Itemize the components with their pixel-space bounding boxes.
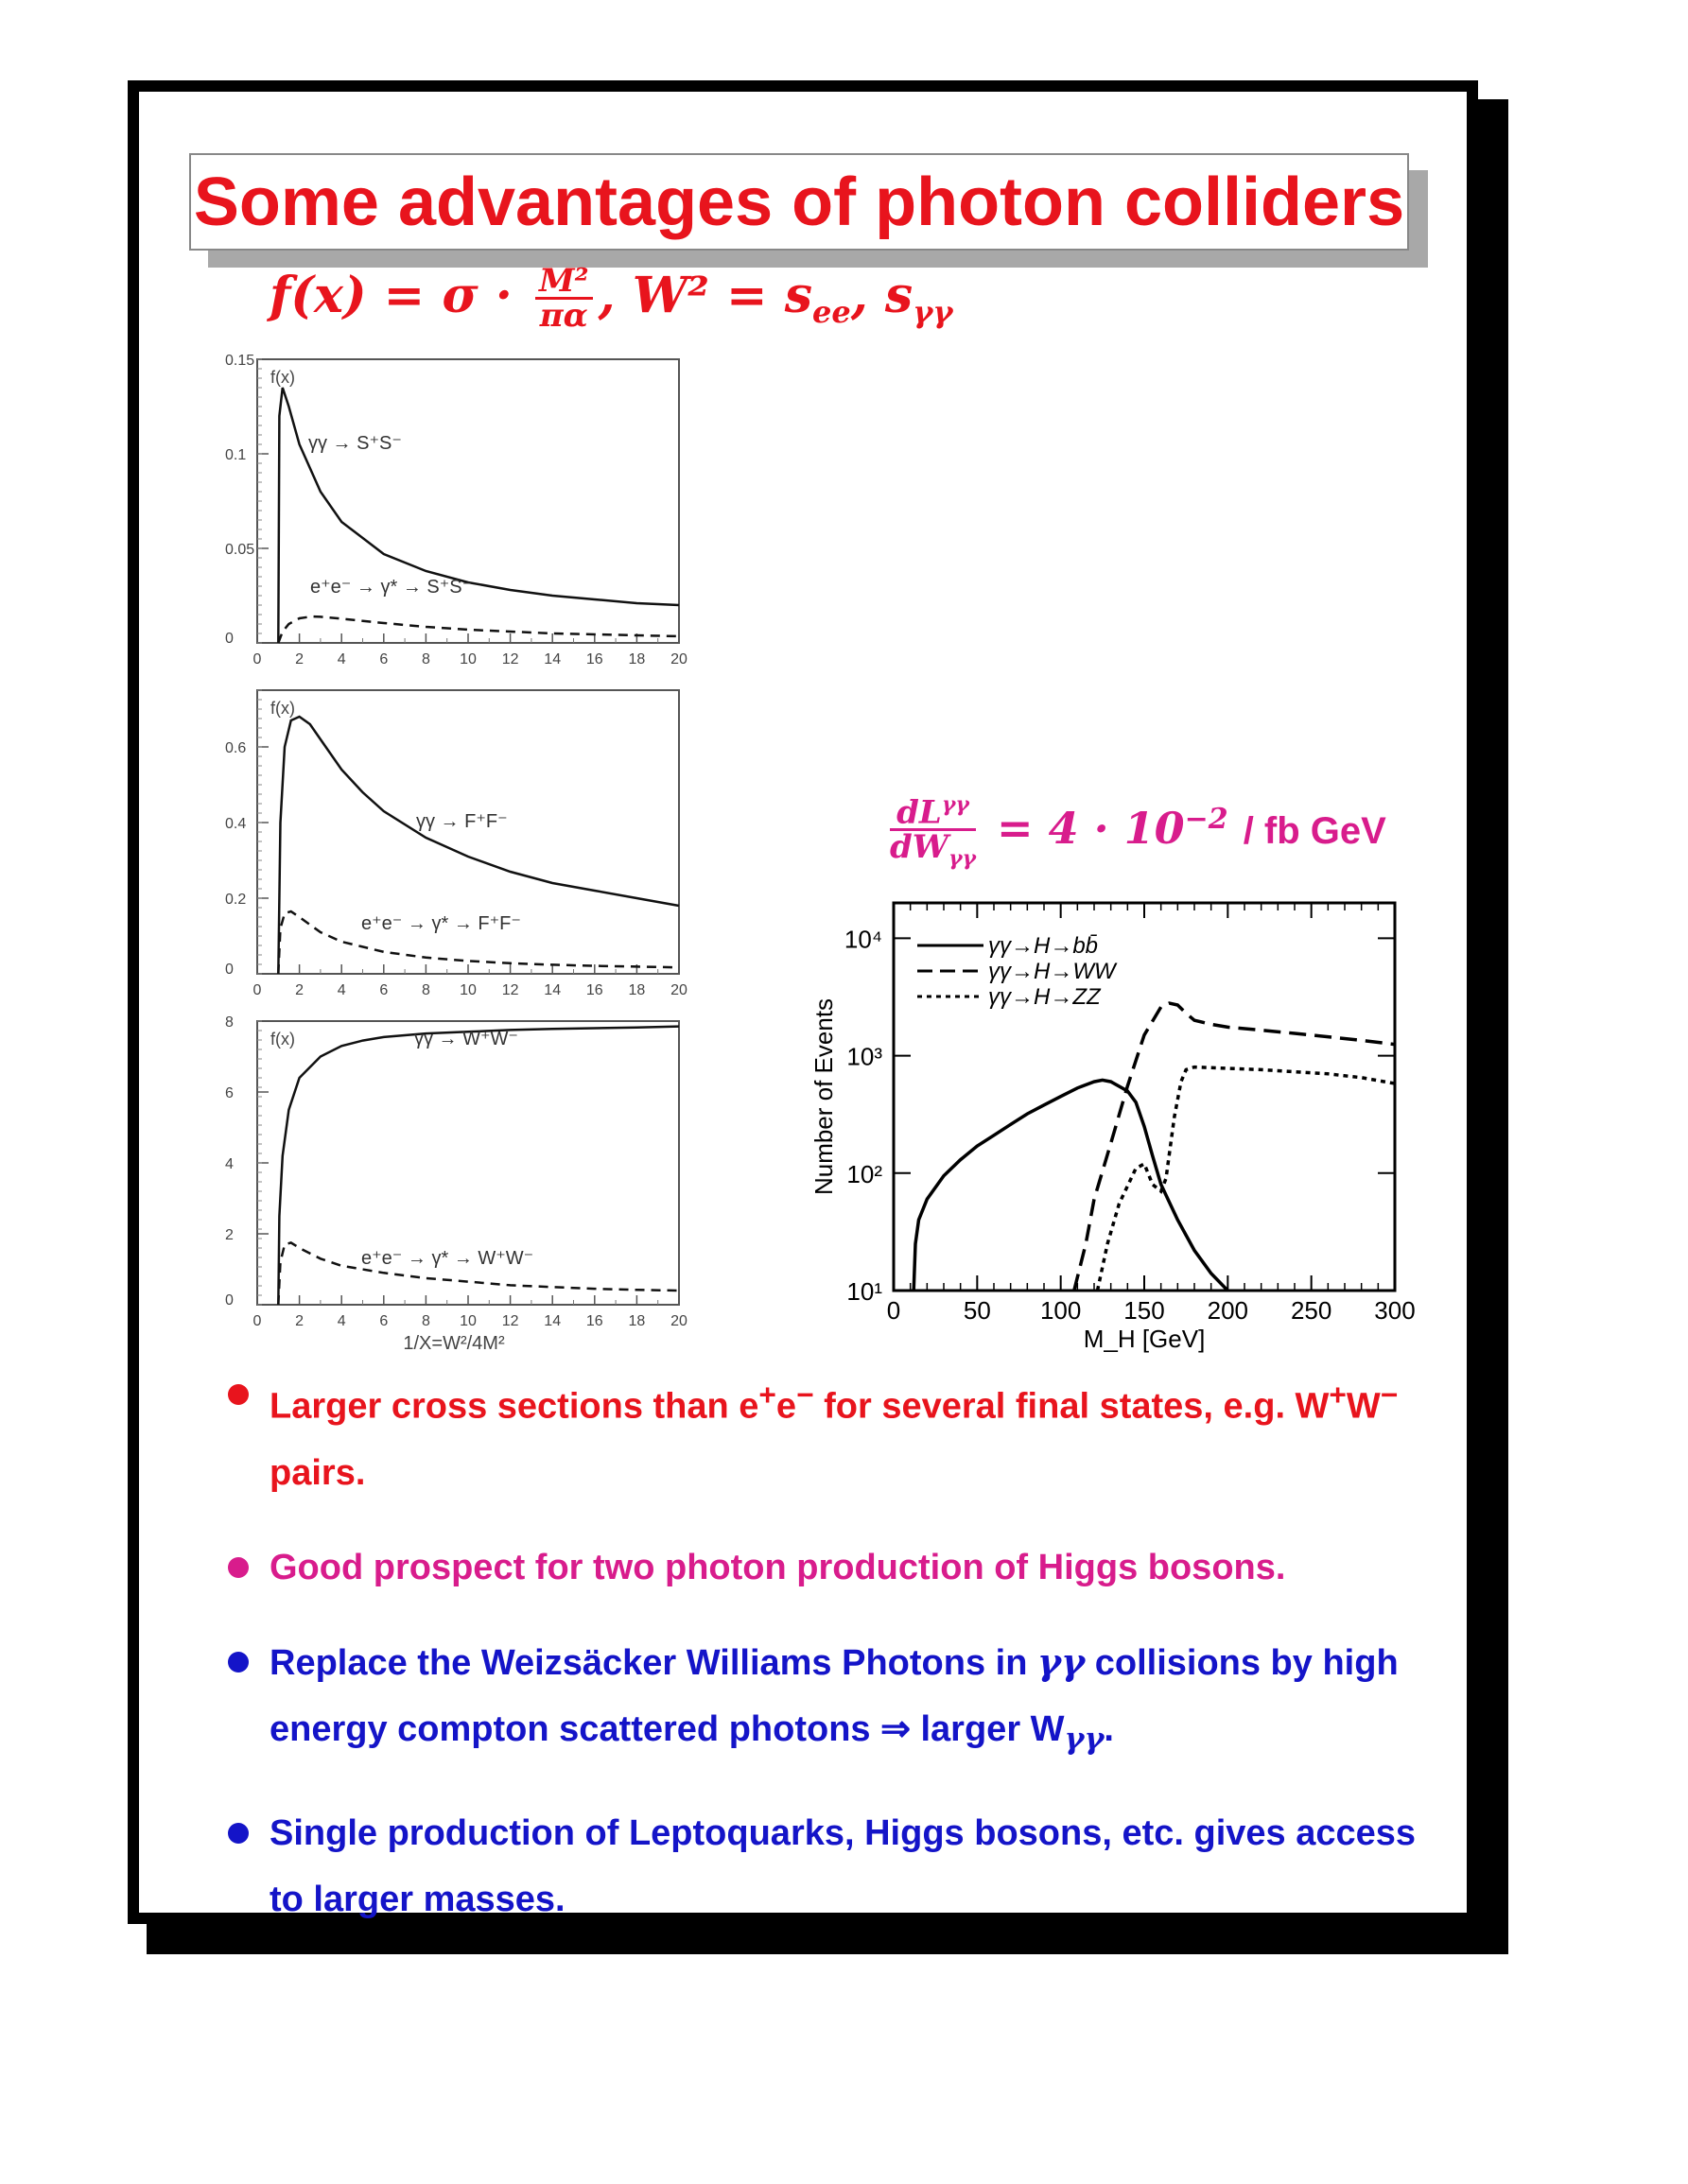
p1-xtick-label: 12 [501,651,519,667]
plot2-dashed-label: e⁺e⁻ → γ* → F⁺F⁻ [361,913,521,934]
eq1-lhs: f(x) = σ · [270,266,513,324]
p1-xtick-label: 4 [337,651,346,667]
p3-xtick-label: 10 [460,1313,477,1329]
p1-series-ee [278,616,679,643]
eq1-sub2: γγ [913,294,953,331]
higgs-xtick-label: 250 [1290,1296,1332,1325]
p2-ytick-label: 0.2 [225,892,247,908]
bullet-higgs-prospect: Good prospect for two photon production of Higgs bosons. [222,1534,1452,1601]
bullet-cross-sections: Larger cross sections than e+e− for several final states, e.g. W+W− pairs. [222,1361,1452,1506]
p2-xtick-label: 0 [252,982,262,998]
bullet-dot [228,1557,249,1578]
higgs-xtick-label: 0 [886,1296,901,1325]
p3-xtick-label: 18 [628,1313,646,1329]
p1-ytick-label: 0.1 [225,447,247,463]
plot3-dashed-label: e⁺e⁻ → γ* → W⁺W⁻ [361,1248,534,1269]
higgs-xtick-label: 150 [1123,1296,1165,1325]
plot3-solid-label: γγ → W⁺W⁻ [414,1029,518,1049]
higgs-ytick-label: 10⁴ [844,925,882,954]
p3-xtick-label: 6 [379,1313,389,1329]
eq1-den: πα [539,297,588,335]
eq2-exp: −2 [1184,802,1228,836]
legend-label-zz: γγ→H→ZZ [988,984,1101,1010]
eq2-num: dL [896,793,942,832]
p3-ytick-label: 2 [225,1227,234,1243]
p2-xtick-label: 6 [379,982,389,998]
higgs-xtick-label: 50 [963,1296,991,1325]
p3-xtick-label: 2 [295,1313,305,1329]
bullet-compton-photons: Replace the Weizsäcker Williams Photons in γγ collisions by high energy compton scattered photons ⇒ larger $W_{\gamma\gamma}$. [222,1629,1452,1773]
p3-ytick-label: 8 [225,1014,234,1031]
p2-ytick-label: 0 [225,962,234,978]
bullet-leptoquarks: Single production of Leptoquarks, Higgs bosons, etc. gives access to larger masses. [222,1800,1452,1933]
plot4-legend [917,933,1118,1010]
p1-xtick-label: 8 [421,651,430,667]
plot3-ylabel: f(x) [270,1030,295,1049]
plot2-marks [225,690,687,998]
p1-xtick-label: 14 [544,651,562,667]
plot2-ylabel: f(x) [270,699,295,718]
higgs-xtick-label: 300 [1374,1296,1416,1325]
plot3-marks [225,1014,687,1329]
eq2-rhs: = 4 · 10 [997,803,1185,855]
p2-xtick-label: 10 [460,982,477,998]
p3-xtick-label: 20 [670,1313,687,1329]
p3-ytick-label: 4 [225,1156,234,1172]
p1-ytick-label: 0.05 [225,542,255,558]
p1-xtick-label: 16 [585,651,603,667]
p2-xtick-label: 2 [295,982,305,998]
higgs-series-zz [1098,1067,1396,1291]
p3-xtick-label: 8 [421,1313,430,1329]
plot1-solid-label: γγ → S⁺S⁻ [308,433,402,454]
bullet-dot [228,1384,249,1405]
eq1-rhs: , W² = s [598,266,812,324]
bullet-dot [228,1652,249,1673]
higgs-xtick-label: 100 [1039,1296,1082,1325]
p3-ytick-label: 0 [225,1292,234,1309]
higgs-ytick-label: 10² [846,1159,882,1188]
eq1-sep: , s [850,266,914,324]
higgs-ytick-label: 10³ [846,1042,882,1071]
p2-xtick-label: 20 [670,982,687,998]
plot1-marks [225,353,687,667]
p1-xtick-label: 18 [628,651,646,667]
plot4-ylabel: Number of Events [809,997,838,1196]
p1-ytick-label: 0 [225,631,234,647]
p1-xtick-label: 2 [295,651,305,667]
bullet-dot [228,1823,249,1844]
eq2-fraction [890,794,976,870]
p2-xtick-label: 12 [501,982,519,998]
eq2-num-sup: γγ [941,792,969,817]
eq1-sub1: ee [811,294,851,331]
higgs-ytick-label: 10¹ [846,1277,882,1306]
p1-xtick-label: 10 [460,651,477,667]
p2-ytick-label: 0.4 [225,816,247,832]
p3-xtick-label: 16 [585,1313,603,1329]
p2-xtick-label: 18 [628,982,646,998]
eq2-den-sub: γγ [948,846,977,872]
chart-fermion-pairs [180,676,700,997]
plot4-marks [844,903,1416,1325]
p1-xtick-label: 0 [252,651,262,667]
eq1-num: M² [535,265,593,300]
legend-label-bb: γγ→H→bb̄ [988,933,1099,959]
plot1-ylabel: f(x) [270,368,295,387]
legend-label-ww: γγ→H→WW [988,959,1116,984]
chart-higgs-events [809,893,1423,1366]
p2-xtick-label: 16 [585,982,603,998]
p1-xtick-label: 6 [379,651,389,667]
p3-xtick-label: 4 [337,1313,346,1329]
p1-series-gammagamma [278,388,679,643]
title-box [189,153,1409,251]
chart-w-pairs [180,1007,700,1366]
p1-xtick-label: 20 [670,651,687,667]
p3-xtick-label: 12 [501,1313,519,1329]
eq1-fraction [535,262,593,335]
eq2-den: dW [890,828,948,867]
page-title: Some advantages of photon colliders [193,164,1405,240]
p1-ytick-label: 0.15 [225,353,255,369]
plot1-dashed-label: e⁺e⁻ → γ* → S⁺S⁻ [310,577,473,598]
equation-fx [270,262,953,335]
eq2-unit: / fb GeV [1243,810,1386,853]
p2-xtick-label: 14 [544,982,562,998]
chart-scalar-pairs [180,345,700,667]
plot3-xlabel: 1/X=W²/4M² [403,1333,505,1354]
p3-xtick-label: 14 [544,1313,562,1329]
higgs-series-bb [914,1080,1227,1291]
p2-series-gammagamma [278,717,679,974]
equation-luminosity [884,794,1386,870]
p2-xtick-label: 8 [421,982,430,998]
plot4-xlabel: M_H [GeV] [1083,1325,1206,1353]
higgs-series-ww [1074,1003,1395,1291]
p2-ytick-label: 0.6 [225,740,247,756]
higgs-xtick-label: 200 [1207,1296,1249,1325]
bullet-list [222,1361,1452,1961]
plot2-solid-label: γγ → F⁺F⁻ [416,811,508,832]
p2-xtick-label: 4 [337,982,346,998]
p3-xtick-label: 0 [252,1313,262,1329]
p3-ytick-label: 6 [225,1085,234,1101]
plot4-frame [894,903,1395,1291]
